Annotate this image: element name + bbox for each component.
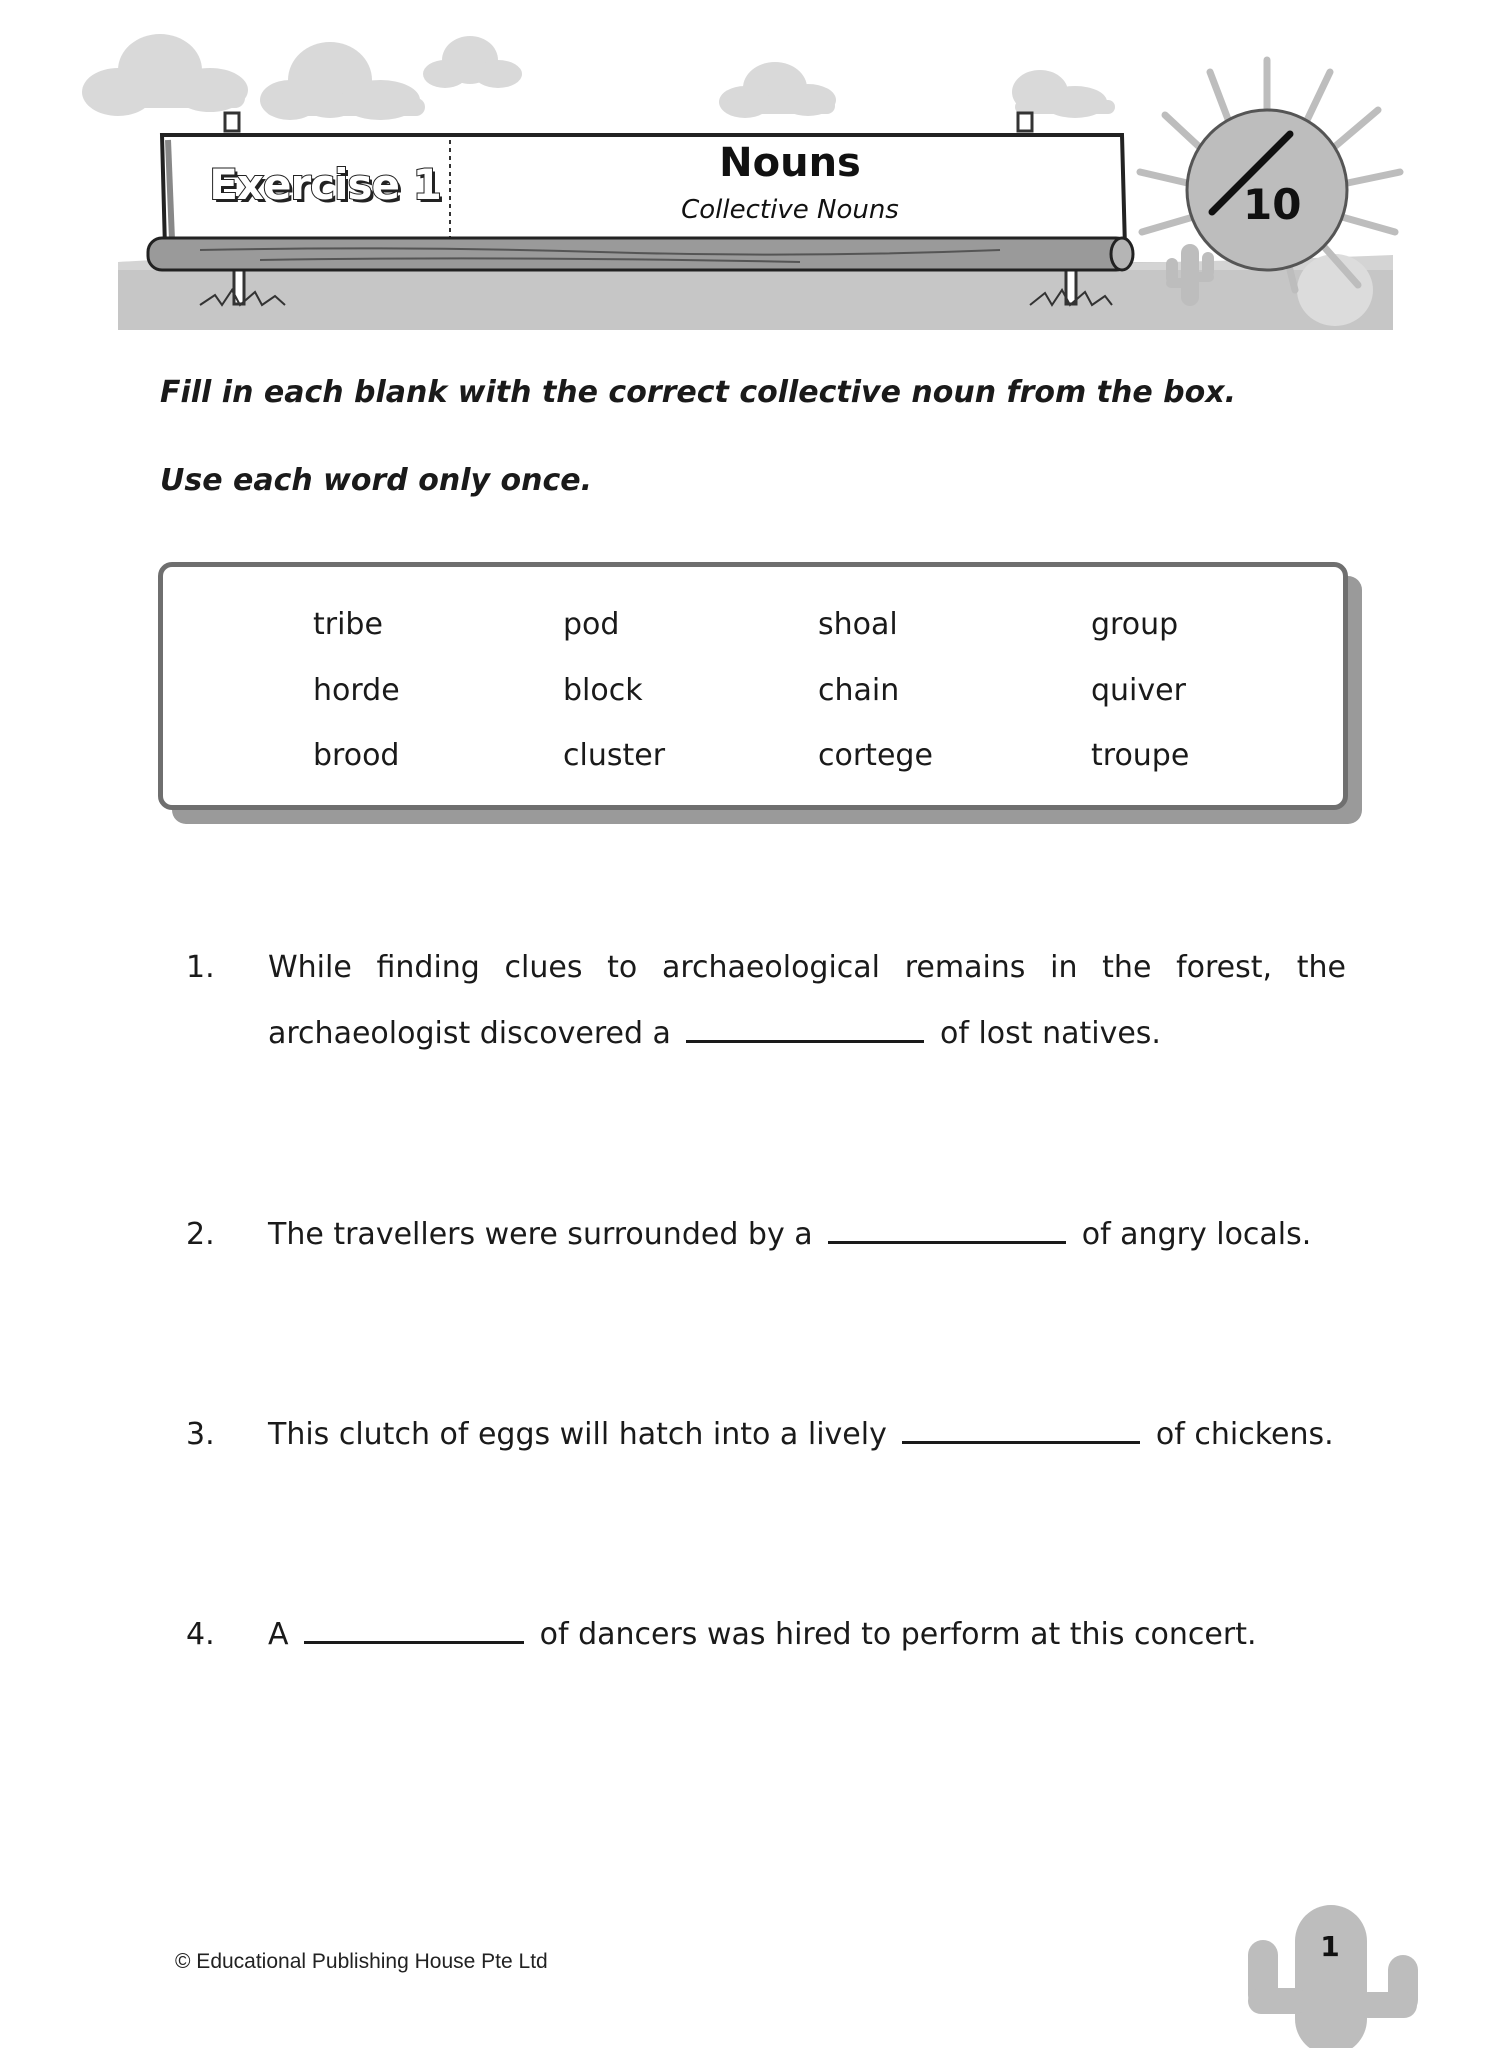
answer-blank[interactable] (686, 1006, 924, 1043)
copyright-notice: © Educational Publishing House Pte Ltd (175, 1950, 548, 1973)
word-bank-item: troupe (1091, 738, 1190, 773)
instruction-line-1: Fill in each blank with the correct collective noun from the box. (160, 375, 1237, 410)
question-text: of lost natives. (940, 1016, 1161, 1051)
instruction-line-2: Use each word only once. (160, 463, 592, 498)
cactus-icon (1240, 1900, 1430, 2048)
question-text: of dancers was hired to perform at this concert. (539, 1617, 1257, 1652)
answer-blank[interactable] (304, 1607, 524, 1644)
question-text: This clutch of eggs will hatch into a lively (268, 1417, 887, 1452)
word-bank-item: pod (563, 607, 620, 642)
word-bank-box (158, 562, 1348, 810)
word-bank-item: horde (313, 673, 400, 708)
question-3 (186, 1402, 1346, 1472)
question-number: 1. (186, 950, 215, 985)
cloud-icon (260, 42, 425, 120)
cloud-icon (1012, 70, 1115, 118)
score-total: 10 (1243, 180, 1302, 229)
word-bank-item: cluster (563, 738, 666, 773)
question-text: archaeologist discovered a (268, 1016, 671, 1051)
question-number: 3. (186, 1417, 215, 1452)
cloud-icon (82, 34, 248, 116)
answer-blank[interactable] (828, 1207, 1066, 1244)
word-bank-item: cortege (818, 738, 933, 773)
question-text: The travellers were surrounded by a (268, 1217, 813, 1252)
question-text: A (268, 1617, 289, 1652)
question-text: While finding clues to archaeological remains in the forest, the (268, 950, 1346, 985)
page-number: 1 (1320, 1930, 1340, 1963)
word-bank-item: quiver (1091, 673, 1186, 708)
exercise-label: Exercise 1 (209, 160, 441, 209)
question-1 (186, 935, 1346, 1075)
question-2 (186, 1202, 1346, 1272)
question-number: 2. (186, 1217, 215, 1252)
cloud-icon (719, 62, 836, 118)
word-bank-item: chain (818, 673, 900, 708)
word-bank-item: brood (313, 738, 400, 773)
word-bank-item: block (563, 673, 643, 708)
question-4 (186, 1602, 1346, 1672)
question-text: of chickens. (1155, 1417, 1334, 1452)
page-subtitle: Collective Nouns (681, 195, 899, 225)
word-bank-item: group (1091, 607, 1179, 642)
word-bank-item: tribe (313, 607, 383, 642)
question-number: 4. (186, 1617, 215, 1652)
question-text: of angry locals. (1081, 1217, 1312, 1252)
word-bank-item: shoal (818, 607, 898, 642)
answer-blank[interactable] (902, 1407, 1140, 1444)
cloud-icon (423, 36, 522, 88)
page-title: Nouns (719, 140, 861, 186)
